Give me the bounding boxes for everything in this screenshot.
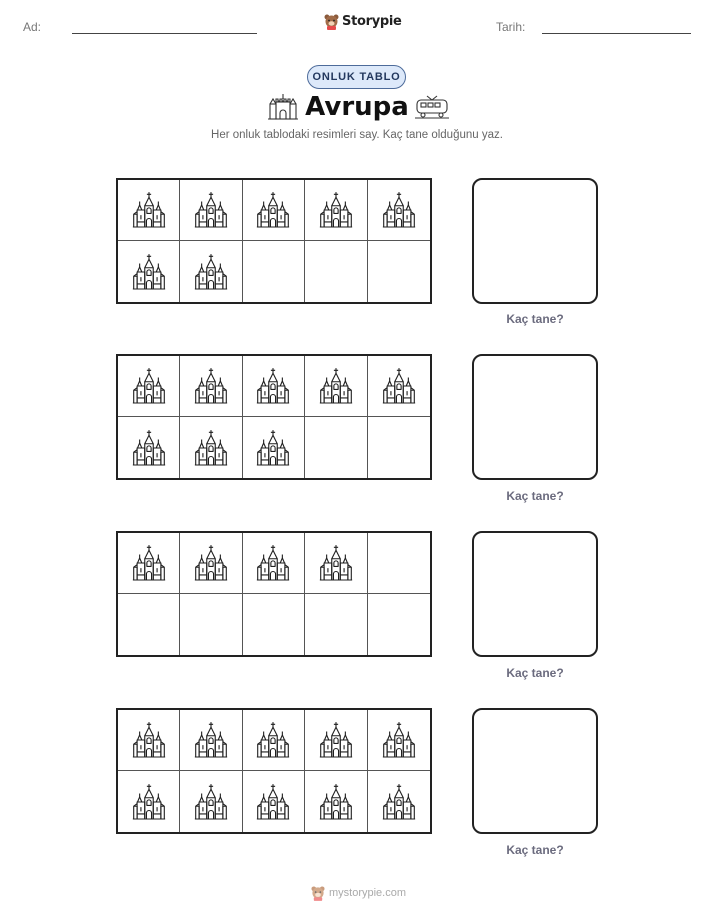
ten-frame-4 <box>116 708 432 834</box>
church-icon <box>256 781 290 823</box>
question-label-3: Kaç tane? <box>506 666 564 680</box>
frame-cell <box>243 241 305 302</box>
bear-logo-icon <box>324 13 339 30</box>
church-icon <box>319 542 353 584</box>
church-icon <box>132 189 166 231</box>
church-icon <box>382 719 416 761</box>
church-icon <box>319 719 353 761</box>
frame-cell <box>243 594 305 655</box>
church-icon <box>194 719 228 761</box>
frame-cell <box>243 533 305 594</box>
question-label-4: Kaç tane? <box>506 843 564 857</box>
frame-cell <box>368 180 430 241</box>
date-line[interactable] <box>542 33 691 34</box>
answer-box-1[interactable] <box>472 178 598 304</box>
frame-cell <box>180 241 242 302</box>
frame-cell <box>368 356 430 417</box>
church-icon <box>194 189 228 231</box>
answer-box-2[interactable] <box>472 354 598 480</box>
church-icon <box>194 365 228 407</box>
frame-cell <box>368 241 430 302</box>
instruction-text: Her onluk tablodaki resimleri say. Kaç tane olduğunu yaz. <box>211 129 503 141</box>
frame-cell <box>180 771 242 832</box>
church-icon <box>382 365 416 407</box>
frame-cell <box>118 417 180 478</box>
brand-name: Storypie <box>342 14 402 29</box>
frame-cell <box>305 533 367 594</box>
answer-box-3[interactable] <box>472 531 598 657</box>
frame-cell <box>305 241 367 302</box>
frame-cell <box>243 771 305 832</box>
frame-cell <box>118 533 180 594</box>
church-icon <box>256 189 290 231</box>
church-icon <box>194 427 228 469</box>
frame-cell <box>305 417 367 478</box>
church-icon <box>382 781 416 823</box>
frame-cell <box>305 771 367 832</box>
ten-frame-3 <box>116 531 432 657</box>
name-label: Ad: <box>23 20 42 34</box>
church-icon <box>132 427 166 469</box>
frame-cell <box>305 180 367 241</box>
question-label-2: Kaç tane? <box>506 489 564 503</box>
church-icon <box>256 719 290 761</box>
frame-cell <box>368 417 430 478</box>
castle-icon <box>268 94 298 120</box>
worksheet-badge: ONLUK TABLO <box>307 65 406 89</box>
church-icon <box>256 427 290 469</box>
church-icon <box>132 719 166 761</box>
frame-cell <box>180 356 242 417</box>
church-icon <box>132 781 166 823</box>
question-label-1: Kaç tane? <box>506 312 564 326</box>
church-icon <box>319 189 353 231</box>
frame-cell <box>118 356 180 417</box>
frame-cell <box>368 771 430 832</box>
answer-box-4[interactable] <box>472 708 598 834</box>
footer-website: mystorypie.com <box>329 887 407 899</box>
church-icon <box>132 542 166 584</box>
name-line[interactable] <box>72 33 257 34</box>
frame-cell <box>243 710 305 771</box>
frame-cell <box>243 180 305 241</box>
tram-icon <box>415 95 449 119</box>
frame-cell <box>180 594 242 655</box>
church-icon <box>194 542 228 584</box>
frame-cell <box>180 533 242 594</box>
frame-cell <box>368 710 430 771</box>
church-icon <box>132 365 166 407</box>
frame-cell <box>180 710 242 771</box>
church-icon <box>382 189 416 231</box>
frame-cell <box>243 356 305 417</box>
frame-cell <box>368 533 430 594</box>
frame-cell <box>243 417 305 478</box>
church-icon <box>319 781 353 823</box>
frame-cell <box>305 594 367 655</box>
church-icon <box>132 251 166 293</box>
brand-logo <box>324 13 402 30</box>
church-icon <box>194 251 228 293</box>
frame-cell <box>118 771 180 832</box>
frame-cell <box>305 356 367 417</box>
church-icon <box>194 781 228 823</box>
ten-frame-2 <box>116 354 432 480</box>
frame-cell <box>305 710 367 771</box>
frame-cell <box>180 417 242 478</box>
page-title: Avrupa <box>305 92 409 122</box>
church-icon <box>256 365 290 407</box>
frame-cell <box>368 594 430 655</box>
footer <box>311 885 406 901</box>
ten-frame-1 <box>116 178 432 304</box>
bear-logo-icon <box>311 885 325 901</box>
frame-cell <box>180 180 242 241</box>
church-icon <box>256 542 290 584</box>
frame-cell <box>118 241 180 302</box>
frame-cell <box>118 180 180 241</box>
church-icon <box>319 365 353 407</box>
frame-cell <box>118 710 180 771</box>
frame-cell <box>118 594 180 655</box>
date-label: Tarih: <box>496 20 526 34</box>
